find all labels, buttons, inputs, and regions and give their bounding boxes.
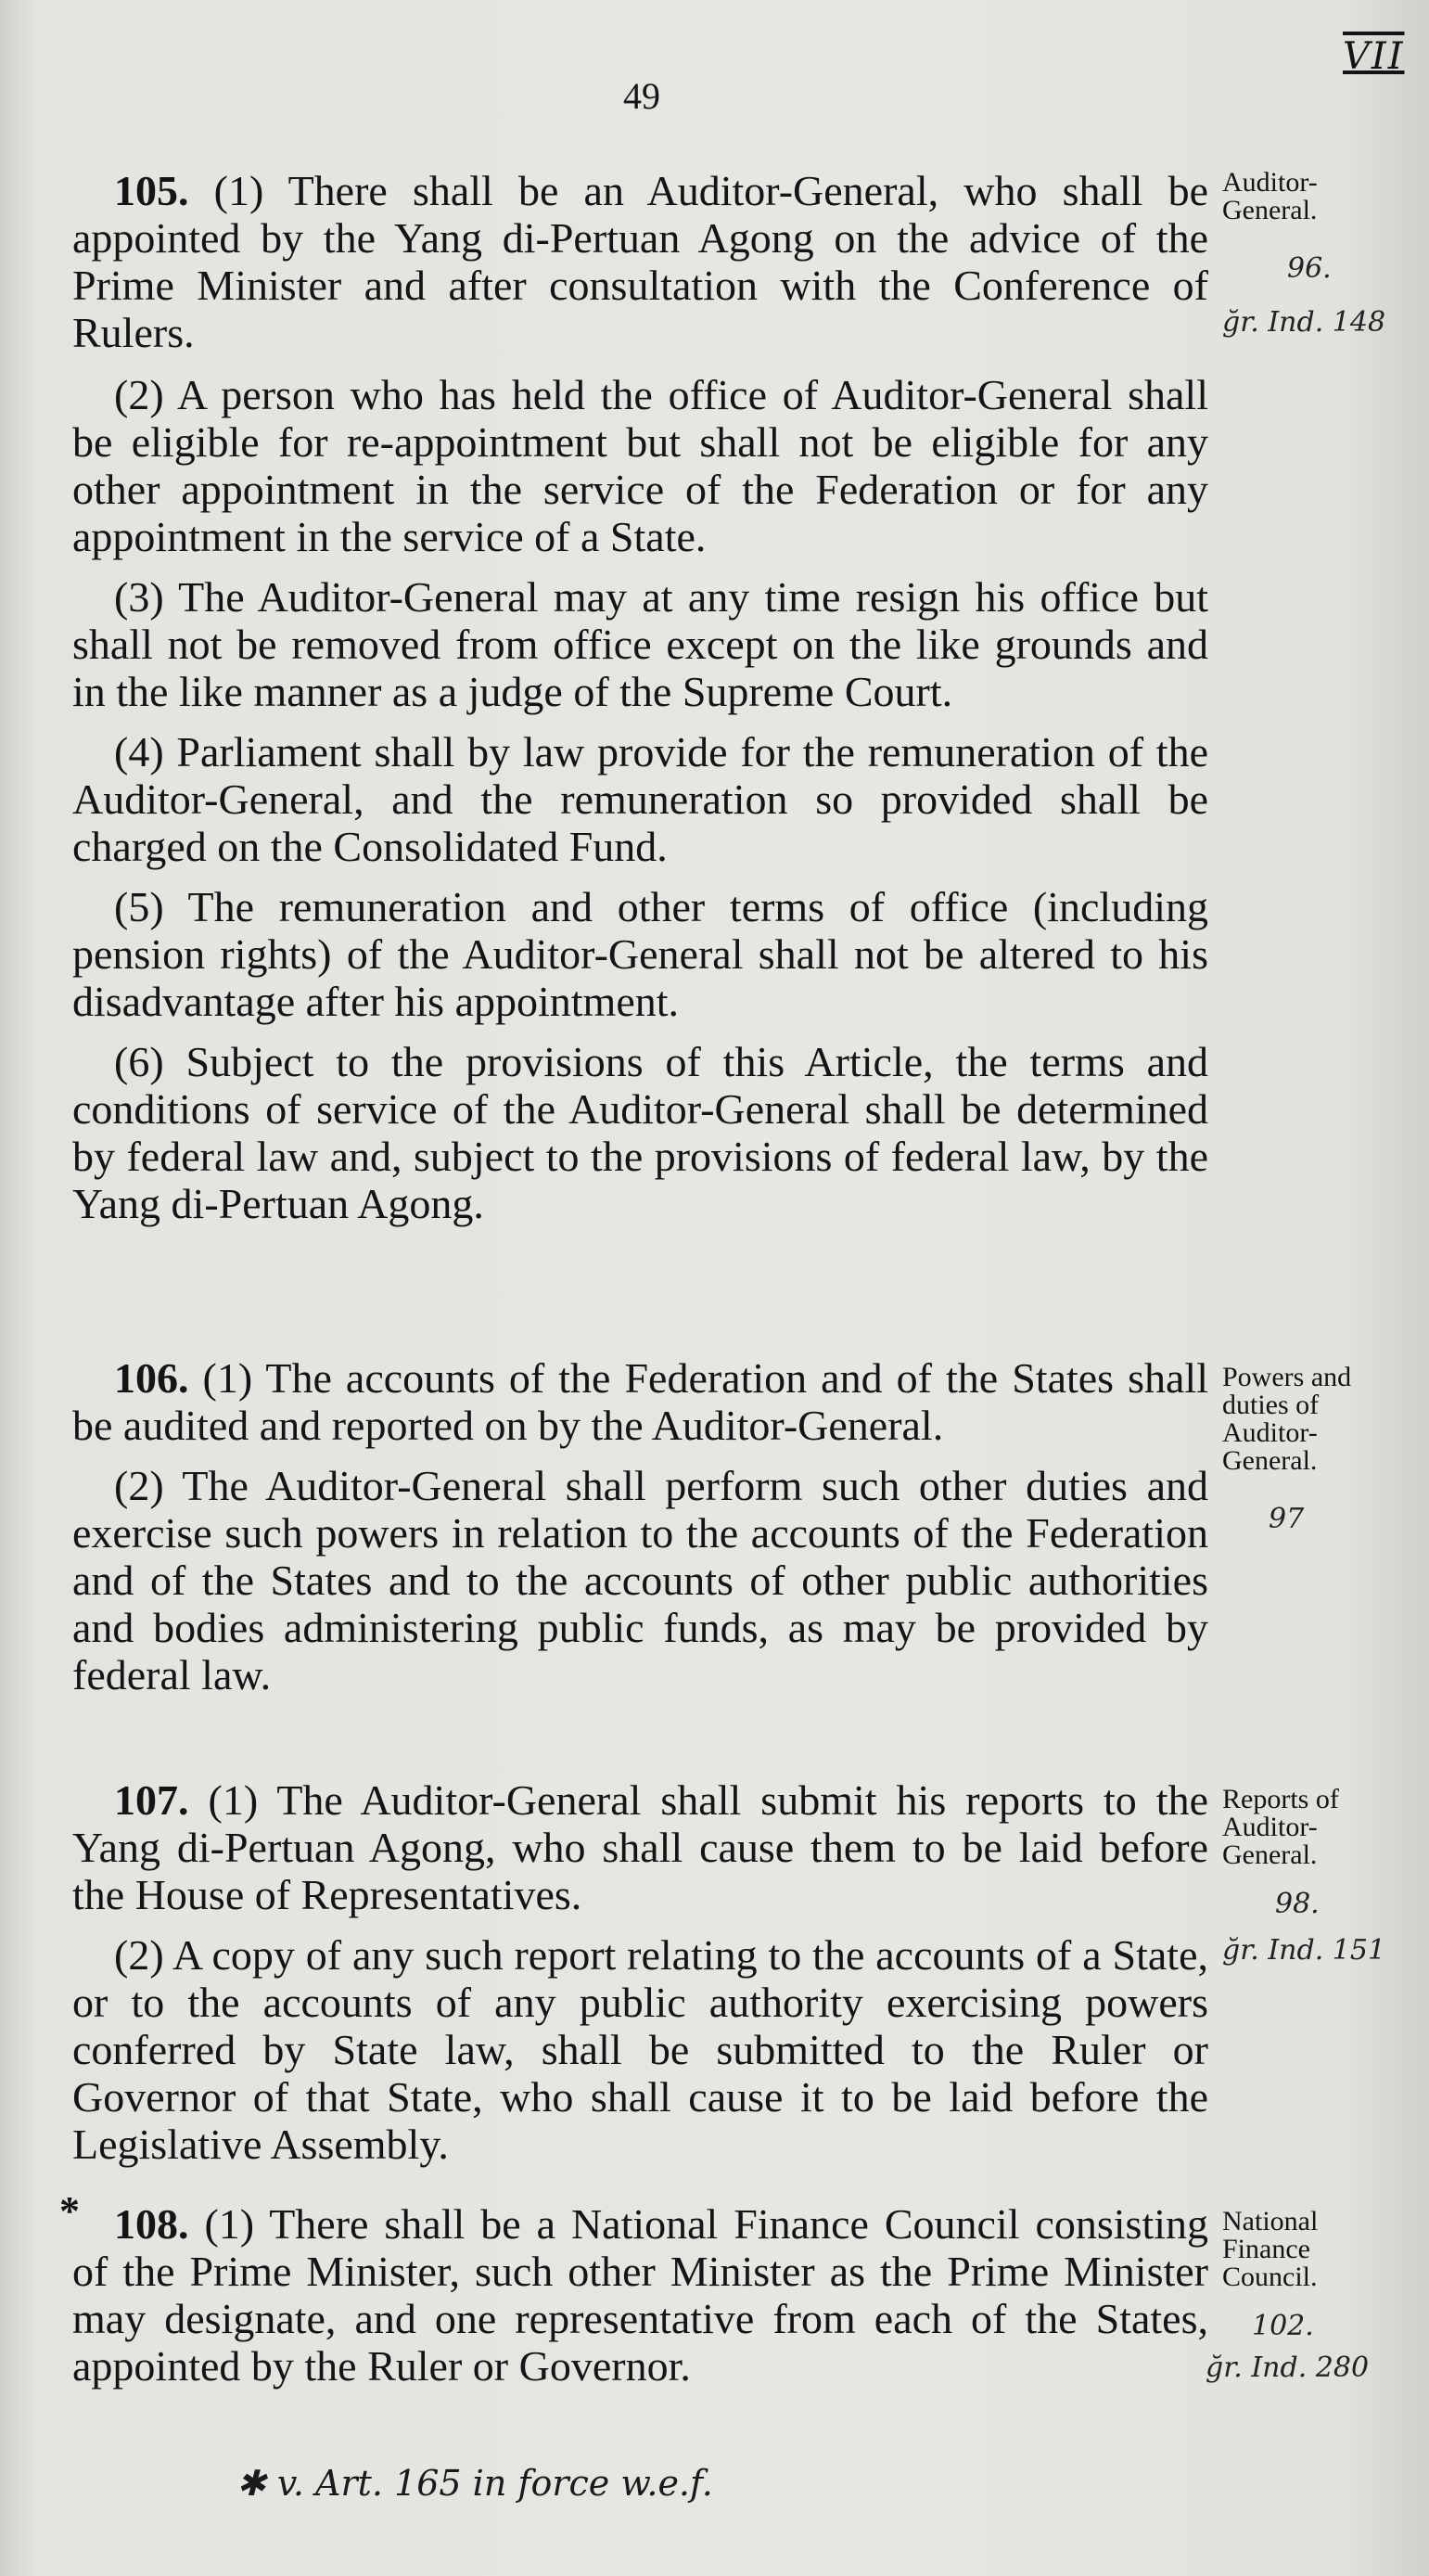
page-number: 49 [623, 75, 660, 117]
article-107-number: 107. [114, 1776, 189, 1824]
article-108 [72, 2200, 1208, 2390]
asterisk-mark: * [59, 2188, 80, 2234]
article-106 [72, 1354, 1208, 1698]
article-106-para-2: (2) The Auditor-General shall perform such other duties and exercise such powers in relation to the accounts of the Federation and of the States and to the accounts of other public authorities and bodies administering public funds, as may be provided by federal law. [72, 1462, 1208, 1698]
article-108-para-1 [72, 2200, 1208, 2390]
handwritten-footnote: ✱ v. Art. 165 in force w.e.f. [236, 2463, 713, 2504]
article-107-para-1-text: (1) The Auditor-General shall submit his reports to the Yang di-Pertuan Agong, who shall cause them to be laid before the House of Representatives. [72, 1776, 1208, 1918]
article-105-para-2: (2) A person who has held the office of Auditor-General shall be eligible for re-appointment but shall not be eligible for any other appointment in the service of the Federation or for any appointment in the service of a State. [72, 371, 1208, 560]
article-106-para-1 [72, 1354, 1208, 1449]
margin-note-auditor-general: Auditor-General. [1222, 167, 1318, 225]
margin-note-national-finance-council: National Finance Council. [1222, 2206, 1319, 2292]
article-106-number: 106. [114, 1354, 189, 1402]
article-107-para-2: (2) A copy of any such report relating to the accounts of a State, or to the accounts of any public authority exercising powers conferred by State law, shall be submitted to the Ruler or Governor of that State, who shall cause it to be laid before the Legislative Assembly. [72, 1931, 1208, 2168]
margin-note-powers-duties: Powers and duties of Auditor-General. [1222, 1362, 1352, 1476]
article-107-para-1 [72, 1776, 1208, 1918]
article-105-para-4: (4) Parliament shall by law provide for the remuneration of the Auditor-General, and the remuneration so provided shall be charged on the Consolidated Fund. [72, 728, 1208, 870]
handwritten-ref-97: 97 [1269, 1503, 1305, 1535]
article-107 [72, 1776, 1208, 2168]
handwritten-ref-98: 98. [1275, 1888, 1320, 1920]
handwritten-ref-102: 102. [1252, 2310, 1314, 2342]
article-105-para-1 [72, 167, 1208, 356]
article-105-para-6: (6) Subject to the provisions of this Article, the terms and conditions of service of the Auditor-General shall be determined by federal law and, subject to the provisions of federal law, by the Yang di-Pertuan Agong. [72, 1038, 1208, 1227]
handwritten-note-280: ğr. Ind. 280 [1206, 2352, 1370, 2384]
article-105-number: 105. [114, 167, 189, 214]
margin-note-reports: Reports of Auditor-General. [1222, 1784, 1339, 1870]
article-105-para-1-text: (1) There shall be an Auditor-General, who shall be appointed by the Yang di-Pertuan Agong on the advice of the Prime Minister and after consultation with the Conference of Rulers. [72, 167, 1209, 356]
article-106-para-1-text: (1) The accounts of the Federation and of the States shall be audited and reported on by the Auditor-General. [72, 1354, 1208, 1449]
article-108-para-1-text: (1) There shall be a National Finance Council consisting of the Prime Minister, such other Minister as the Prime Minister may designate, and one representative from each of the States, appointed by the Ruler or Governor. [72, 2200, 1209, 2390]
article-105-para-3: (3) The Auditor-General may at any time resign his office but shall not be removed from office except on the like grounds and in the like manner as a judge of the Supreme Court. [72, 573, 1208, 715]
handwritten-note-151: ğr. Ind. 151 [1222, 1934, 1386, 1967]
article-108-number: 108. [114, 2200, 189, 2248]
article-105 [72, 167, 1208, 1227]
handwritten-roman-mark: VII [1343, 35, 1405, 78]
handwritten-ref-96: 96. [1287, 252, 1332, 285]
article-105-para-5: (5) The remuneration and other terms of office (including pension rights) of the Auditor-General shall not be altered to his disadvantage after his appointment. [72, 883, 1208, 1025]
handwritten-note-148: ğr. Ind. 148 [1222, 306, 1386, 339]
